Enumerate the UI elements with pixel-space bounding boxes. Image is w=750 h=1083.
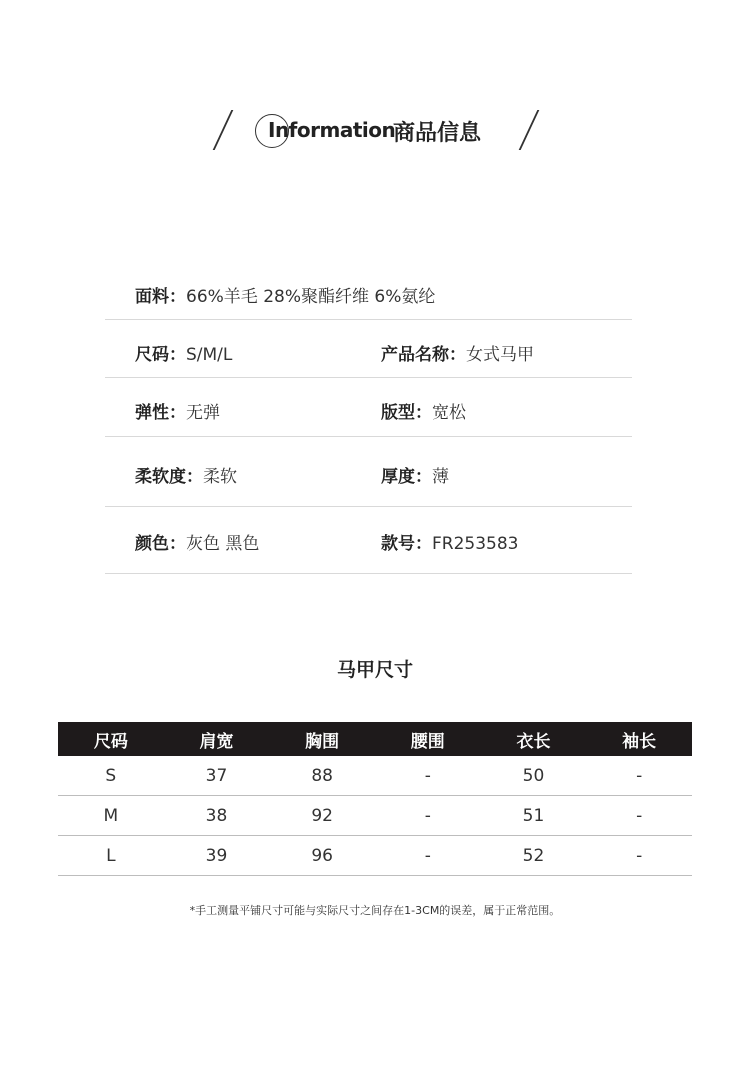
table-cell: - (375, 756, 481, 796)
spec-row-softness (105, 437, 632, 507)
header-title-en: Information (268, 118, 396, 142)
table-cell: L (58, 836, 164, 876)
table-row (58, 796, 692, 836)
spec-elasticity-value: 无弹 (186, 403, 220, 423)
spec-softness-value: 柔软 (203, 467, 237, 487)
table-cell: - (586, 796, 692, 836)
spec-fabric-key: 面料： (135, 287, 186, 307)
spec-elasticity-key: 弹性： (135, 403, 186, 423)
table-cell: 52 (481, 836, 587, 876)
size-chart-title: 马甲尺寸 (336, 659, 413, 681)
table-cell: - (586, 756, 692, 796)
product-specs (105, 268, 632, 574)
spec-style-no (381, 529, 519, 554)
table-cell: 96 (269, 836, 375, 876)
spec-style-no-key: 款号： (381, 534, 432, 554)
slash-decoration-right (519, 110, 540, 150)
table-cell: 38 (164, 796, 270, 836)
header-cell: 尺码 (58, 722, 164, 756)
size-table-header (58, 722, 692, 756)
table-cell: 51 (481, 796, 587, 836)
table-cell: 39 (164, 836, 270, 876)
measurement-note: *手工测量平铺尺寸可能与实际尺寸之间存在1-3CM的误差，属于正常范围。 (189, 904, 561, 917)
spec-fit-value: 宽松 (432, 403, 466, 423)
spec-row-color (105, 507, 632, 574)
table-row (58, 836, 692, 876)
spec-softness-key: 柔软度： (135, 467, 203, 487)
header-cell: 袖长 (586, 722, 692, 756)
spec-size-value: S/M/L (186, 345, 233, 365)
spec-thickness-value: 薄 (432, 467, 449, 487)
spec-row-elasticity (105, 378, 632, 437)
table-cell: M (58, 796, 164, 836)
spec-fit-key: 版型： (381, 403, 432, 423)
spec-row-size (105, 320, 632, 378)
table-cell: 88 (269, 756, 375, 796)
spec-fabric (135, 282, 435, 307)
spec-size-key: 尺码： (135, 345, 186, 365)
header-title-cn: 商品信息 (393, 121, 482, 146)
table-cell: 50 (481, 756, 587, 796)
spec-size (135, 340, 232, 365)
spec-fabric-value: 66%羊毛 28%聚酯纤维 6%氨纶 (186, 287, 436, 307)
spec-softness (135, 462, 237, 487)
table-cell: 92 (269, 796, 375, 836)
spec-thickness (381, 462, 449, 487)
header-cell: 腰围 (375, 722, 481, 756)
spec-product-name-value: 女式马甲 (466, 345, 534, 365)
size-chart-table (58, 722, 692, 876)
spec-color (135, 529, 259, 554)
spec-row-fabric (105, 268, 632, 320)
table-row (58, 756, 692, 796)
slash-decoration-left (213, 110, 234, 150)
table-cell: 37 (164, 756, 270, 796)
header-cell: 胸围 (269, 722, 375, 756)
section-header (0, 110, 750, 158)
spec-style-no-value: FR253583 (432, 534, 519, 554)
header-cell: 肩宽 (164, 722, 270, 756)
table-cell: - (375, 796, 481, 836)
table-cell: - (586, 836, 692, 876)
spec-color-key: 颜色： (135, 534, 186, 554)
spec-product-name-key: 产品名称： (381, 345, 466, 365)
spec-elasticity (135, 398, 220, 423)
spec-thickness-key: 厚度： (381, 467, 432, 487)
table-cell: - (375, 836, 481, 876)
spec-fit (381, 398, 466, 423)
table-cell: S (58, 756, 164, 796)
header-cell: 衣长 (481, 722, 587, 756)
spec-color-value: 灰色 黑色 (186, 534, 260, 554)
spec-product-name (381, 340, 534, 365)
